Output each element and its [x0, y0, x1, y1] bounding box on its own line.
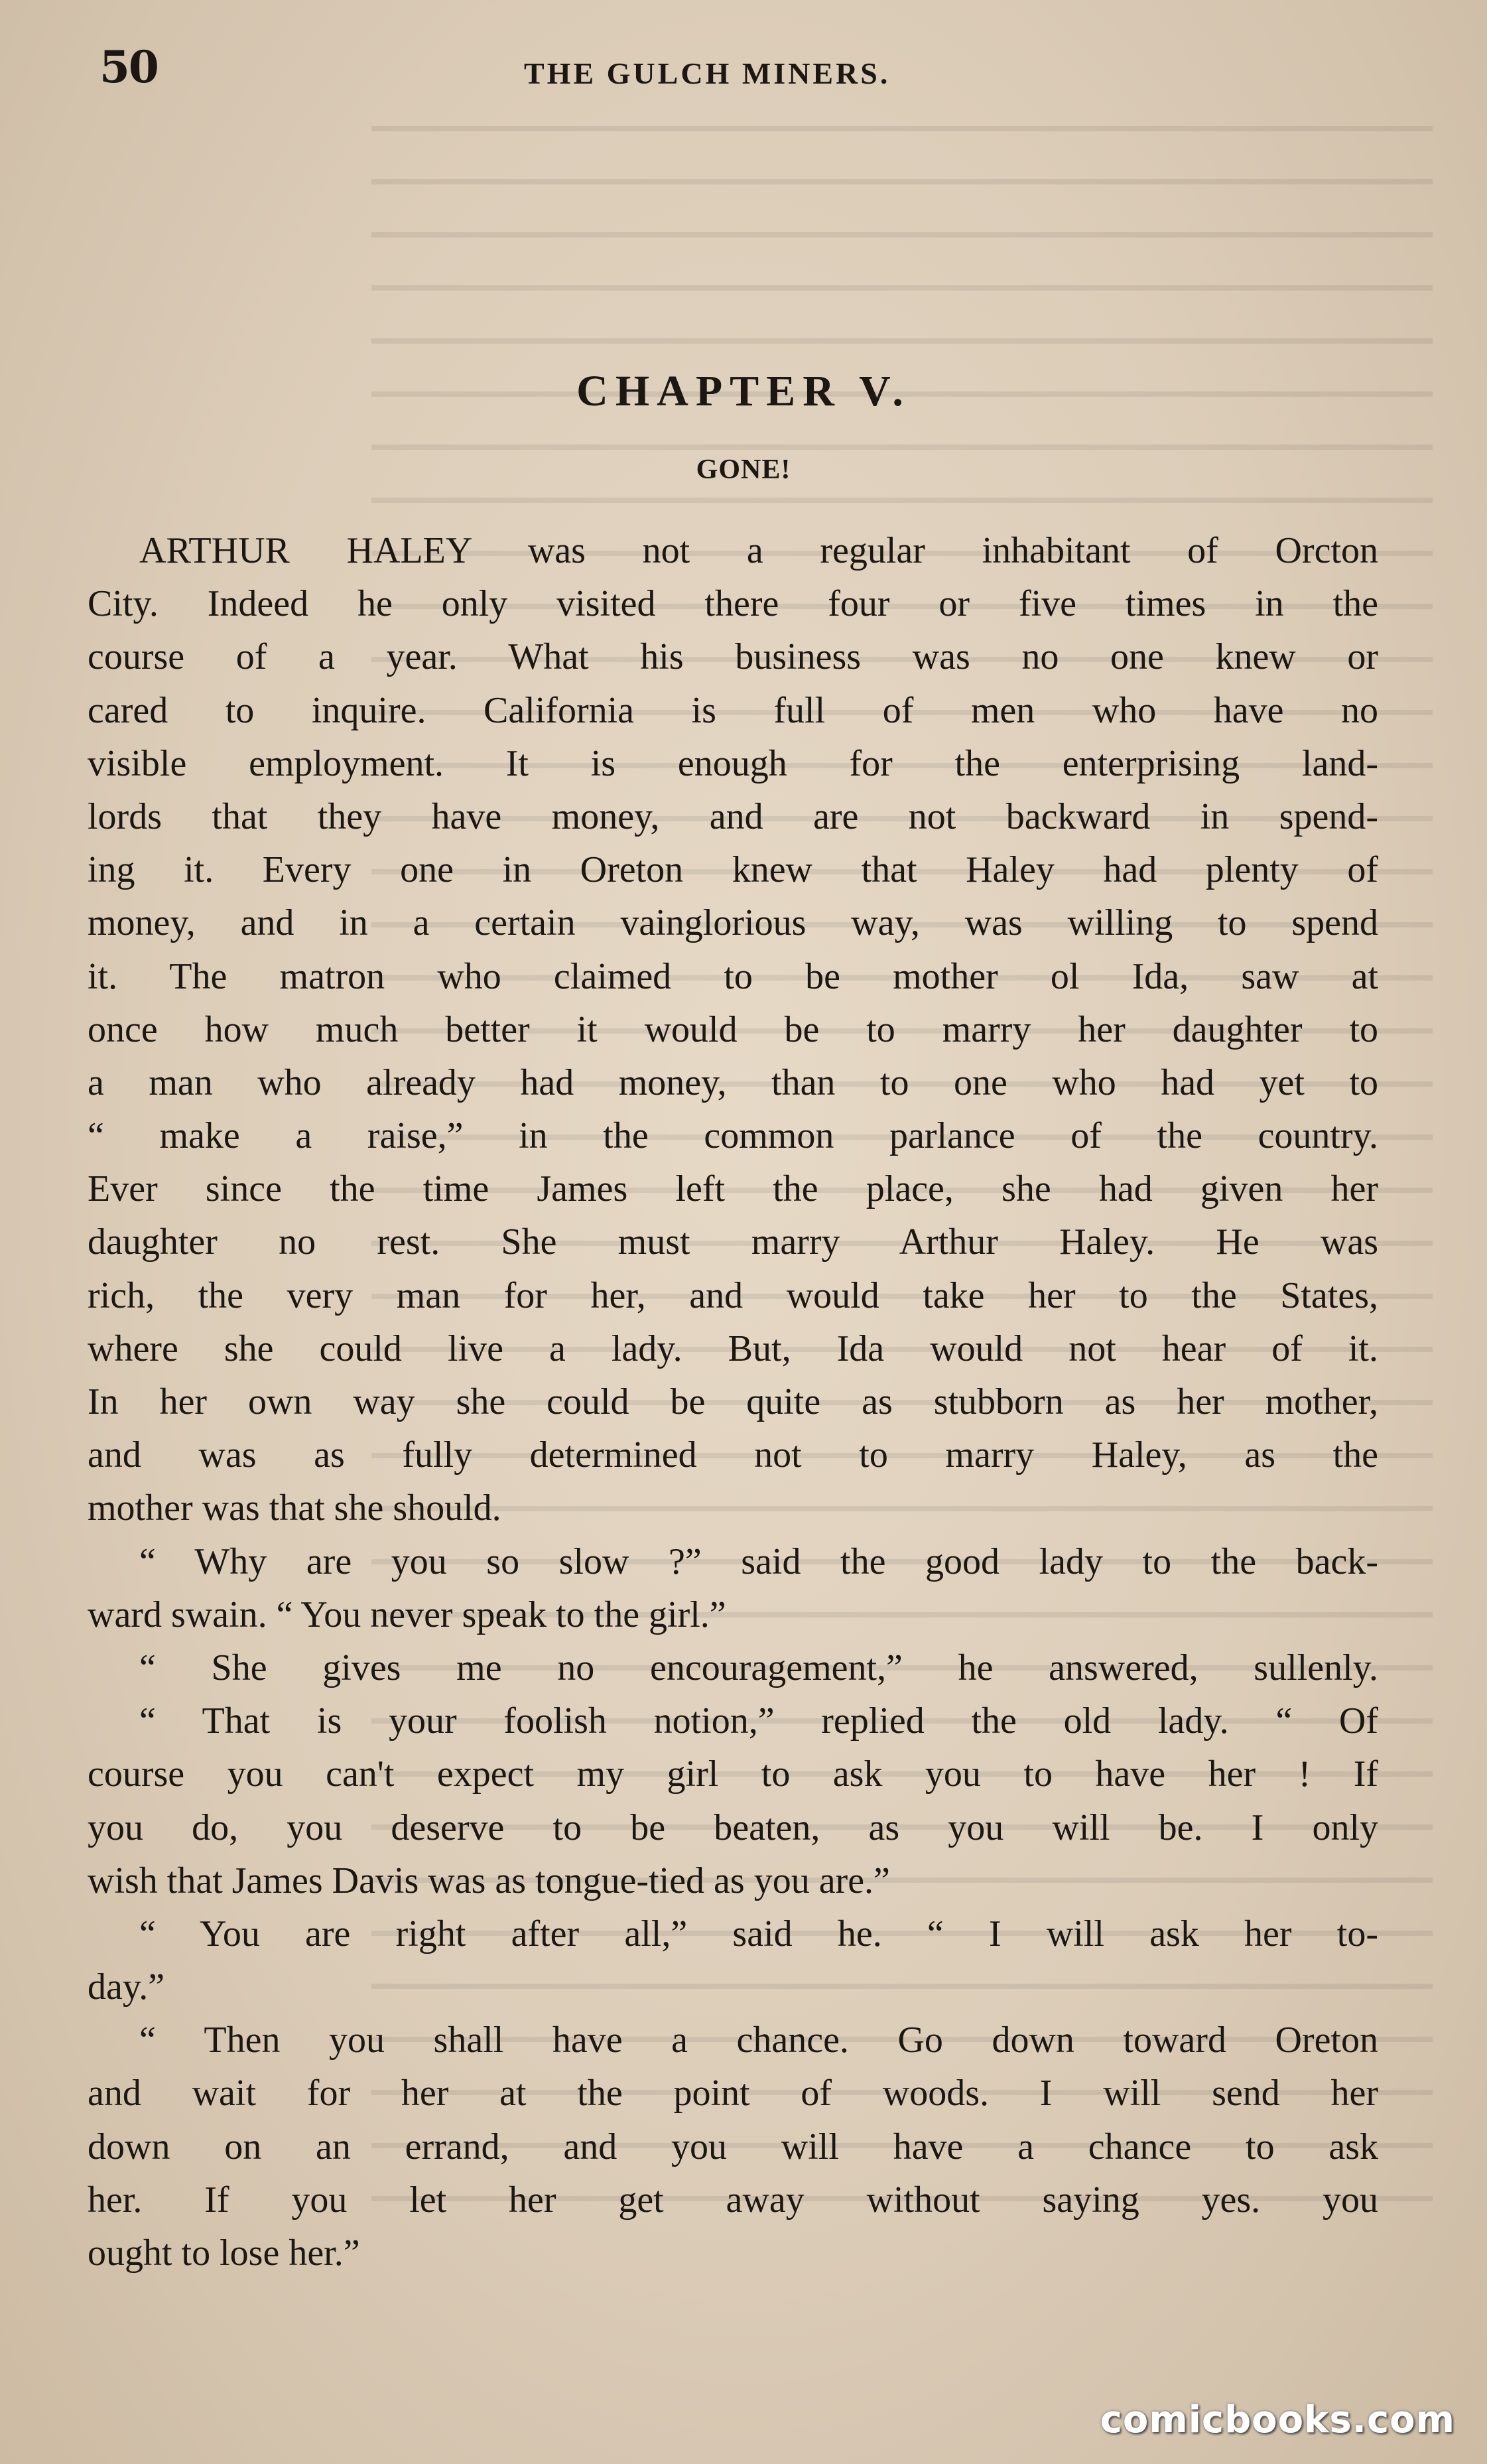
text-line: “ You are right after all,” said he. “ I will ask her to- — [139, 1913, 1378, 1954]
text-line: ing it. Every one in Oreton knew that Haley had plenty of — [88, 849, 1378, 891]
text-line: rich, the very man for her, and would take her to the States, — [88, 1274, 1378, 1316]
text-line: daughter no rest. She must marry Arthur Haley. He was — [88, 1221, 1378, 1263]
text-line: you do, you deserve to be beaten, as you will be. I only — [88, 1807, 1378, 1848]
chapter-subtitle: GONE! — [696, 454, 791, 485]
text-line: her. If you let her get away without saying yes. you — [88, 2179, 1378, 2221]
text-line: In her own way she could be quite as stubborn as her mother, — [88, 1381, 1378, 1422]
text-line: mother was that she should. — [88, 1487, 501, 1529]
text-line: it. The matron who claimed to be mother ol Ida, saw at — [88, 955, 1378, 997]
text-line: visible employment. It is enough for the enterprising land- — [88, 742, 1378, 784]
text-line: “ That is your foolish notion,” replied the old lady. “ Of — [139, 1700, 1378, 1742]
text-line: and wait for her at the point of woods. I will send her — [88, 2073, 1378, 2114]
site-watermark: comicbooks.com — [1100, 2398, 1455, 2441]
text-line: “ Then you shall have a chance. Go down toward Oreton — [139, 2019, 1378, 2061]
text-line: City. Indeed he only visited there four or five times in the — [88, 583, 1378, 625]
page-header — [99, 41, 1386, 101]
text-line: lords that they have money, and are not backward in spend- — [88, 795, 1378, 837]
text-line: “ She gives me no encouragement,” he answered, sullenly. — [139, 1647, 1378, 1688]
text-line: day.” — [88, 1966, 165, 2008]
text-line: “ make a raise,” in the common parlance of the country. — [88, 1115, 1378, 1157]
text-line: ward swain. “ You never speak to the girl.” — [88, 1594, 726, 1635]
chapter-title: CHAPTER V. — [576, 367, 911, 415]
text-line: course you can't expect my girl to ask you to have her ! If — [88, 1753, 1378, 1795]
text-line: course of a year. What his business was no one knew or — [88, 636, 1378, 678]
text-line: cared to inquire. California is full of men who have no — [88, 689, 1378, 731]
text-line: ought to lose her.” — [88, 2232, 360, 2274]
text-line: down on an errand, and you will have a chance to ask — [88, 2126, 1378, 2167]
body-text — [88, 524, 1378, 2280]
running-head: THE GULCH MINERS. — [524, 56, 891, 90]
page-number: 50 — [99, 41, 158, 93]
text-line: money, and in a certain vainglorious way, was willing to spend — [88, 902, 1378, 944]
text-line: a man who already had money, than to one who had yet to — [88, 1061, 1378, 1103]
text-line: ARTHUR HALEY was not a regular inhabitant of Orcton — [139, 530, 1378, 571]
text-line: where she could live a lady. But, Ida would not hear of it. — [88, 1328, 1378, 1369]
text-line: wish that James Davis was as tongue-tied as you are.” — [88, 1860, 890, 1901]
text-line: and was as fully determined not to marry Haley, as the — [88, 1434, 1378, 1476]
text-line: “ Why are you so slow ?” said the good lady to the back- — [139, 1540, 1378, 1582]
text-line: once how much better it would be to marry her daughter to — [88, 1008, 1378, 1050]
text-line: Ever since the time James left the place, she had given her — [88, 1168, 1378, 1210]
